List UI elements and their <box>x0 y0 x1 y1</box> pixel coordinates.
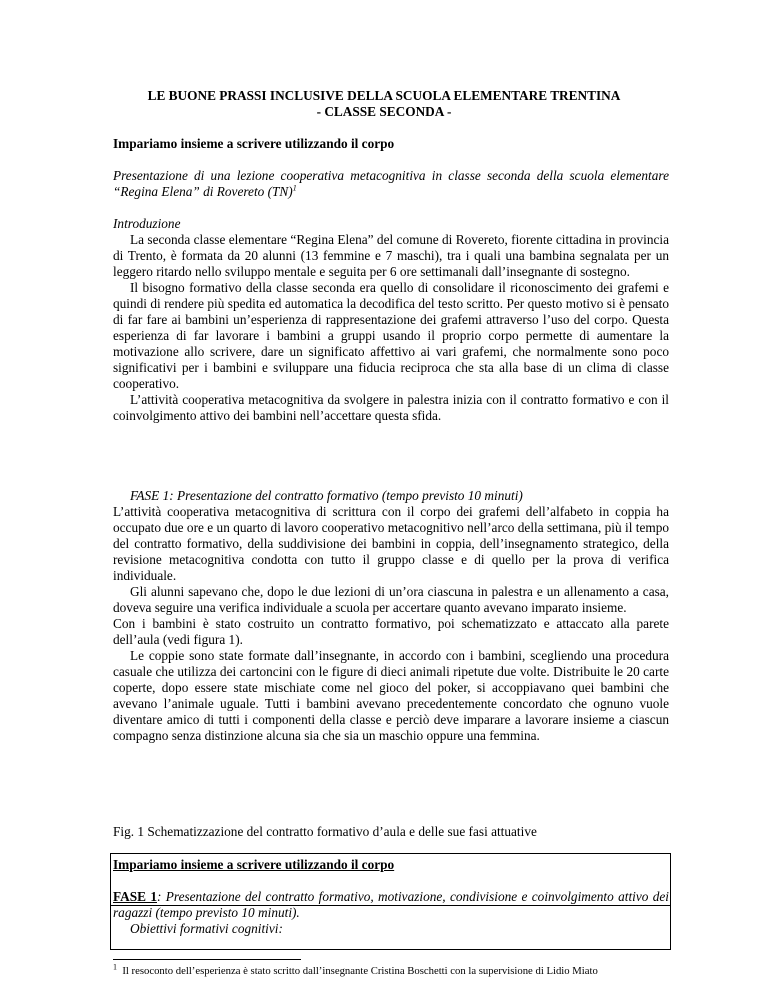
fase1-paragraph-2: Gli alunni sapevano che, dopo le due lezioni di un’ora ciascuna in palestra e un allenamento a casa, doveva seguire una verifica individuale a scuola per accertare quanto avevano imparato insieme. <box>113 584 669 615</box>
intro-label: Introduzione <box>113 216 181 231</box>
frame-fase1-text: : Presentazione del contratto formativo, motivazione, condivisione e coinvolgimento attivo dei ragazzi (tempo previsto 10 minuti). <box>113 889 669 920</box>
fase1-paragraph-1: L’attività cooperativa metacognitiva di scrittura con il corpo dei grafemi dell’alfabeto in coppia ha occupato due ore e un quarto di lavoro cooperativo metacognitivo nell’arco della settimana, più il tempo del contratto formativo, della suddivisione dei bambini in coppia, dell’insegnamento strategico, della revisione metacognitiva condotta con tutto il gruppo classe e di quello per la prova di verifica individuale. <box>113 504 669 583</box>
document-subtitle-class: - CLASSE SECONDA - <box>316 104 452 119</box>
fase1-heading <box>113 488 669 504</box>
lesson-subtitle <box>113 168 669 200</box>
fase1-paragraph-3: Con i bambini è stato costruito un contratto formativo, poi schematizzato e attaccato alla parete dell’aula (vedi figura 1). <box>113 616 669 647</box>
footnote-separator <box>113 959 301 960</box>
fase1-heading-text: FASE 1: Presentazione del contratto formativo (tempo previsto 10 minuti) <box>130 488 523 503</box>
frame-objectives: Obiettivi formativi cognitivi: <box>130 921 283 936</box>
document-title: LE BUONE PRASSI INCLUSIVE DELLA SCUOLA ELEMENTARE TRENTINA <box>147 88 621 103</box>
footnote <box>113 962 713 978</box>
footnote-mark: 1 <box>113 962 117 972</box>
lesson-subtitle-text: Presentazione di una lezione cooperativa metacognitiva in classe seconda della scuola elementare “Regina Elena” di Rovereto (TN) <box>113 168 669 199</box>
fase1-section <box>113 504 669 744</box>
intro-section <box>113 232 669 424</box>
fase1-paragraph-4: Le coppie sono state formate dall’insegnante, in accordo con i bambini, scegliendo una procedura casuale che utilizza dei cartoncini con le figure di dieci animali ripetute due volte. Distribuite le 20 carte coperte, dopo essere state mischiate come nel gioco del poker, si accoppiavano quei bambini che avevano l’animale uguale. Tutti i bambini avevano precedentemente concordato che ognuno vuole diventare amico di tutti i componenti della classe e perciò deve imparare a lavorare insieme a ciascun compagno senza distinzione alcuna sia che sia un maschio oppure una femmina. <box>113 648 669 743</box>
intro-paragraph-3: L’attività cooperativa metacognitiva da svolgere in palestra inizia con il contratto formativo e con il coinvolgimento attivo dei bambini nell’accettare questa sfida. <box>113 392 669 423</box>
footnote-reference: 1 <box>292 183 297 193</box>
figure-caption: Fig. 1 Schematizzazione del contratto formativo d’aula e delle sue fasi attuative <box>113 824 537 839</box>
footnote-text: Il resoconto dell’esperienza è stato scritto dall’insegnante Cristina Boschetti con la supervisione di Lidio Miato <box>122 965 598 977</box>
frame-fase1-label: FASE 1 <box>113 889 157 904</box>
frame-fase1 <box>113 889 669 937</box>
intro-paragraph-2: Il bisogno formativo della classe seconda era quello di consolidare il riconoscimento dei grafemi e quindi di rendere più spedita ed automatica la decodifica del testo scritto. Per questo motivo si è pensato di far fare ai bambini un’esperienza di rappresentazione dei grafemi attraverso l’uso del corpo. Questa esperienza di far lavorare i bambini a gruppi usando il proprio corpo permette di aumentare la motivazione allo scrivere, dare un significato affettivo ai vari grafemi, che normalmente sono poco significativi per i bambini e sviluppare una fiducia reciproca che sta alla base di un clima di classe cooperativo. <box>113 280 669 391</box>
section-heading: Impariamo insieme a scrivere utilizzando il corpo <box>113 136 395 151</box>
intro-paragraph-1: La seconda classe elementare “Regina Elena” del comune di Rovereto, fiorente cittadina in provincia di Trento, è formata da 20 alunni (13 femmine e 7 maschi), tra i quali una bambina segnalata per un leggero ritardo nello sviluppo mentale e seguita per 6 ore settimanali dall’insegnante di sostegno. <box>113 232 669 279</box>
frame-title: Impariamo insieme a scrivere utilizzando il corpo <box>113 857 395 872</box>
